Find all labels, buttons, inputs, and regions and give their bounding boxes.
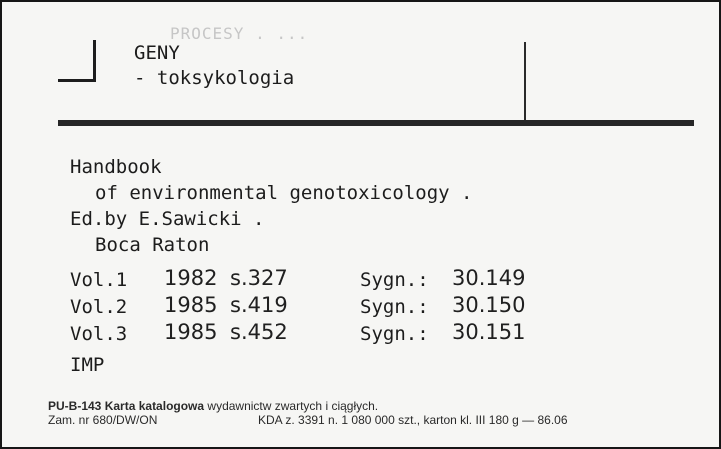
- footer-form-code: PU-B-143: [48, 399, 102, 413]
- volume-3-sygn: 30.151: [452, 320, 526, 344]
- title-line-1: Handbook: [70, 156, 162, 178]
- volume-2-year: 1985: [164, 293, 218, 317]
- note-imp: IMP: [70, 354, 105, 376]
- header-rule: [58, 120, 694, 126]
- corner-bracket-vertical: [93, 40, 96, 82]
- footer-print-info: KDA z. 3391 n. 1 080 000 szt., karton kl. III 180 g — 86.06: [258, 413, 568, 427]
- place-line: Boca Raton: [95, 234, 210, 256]
- subject-heading: GENY: [134, 42, 180, 64]
- volume-2-pages: s.419: [230, 293, 288, 317]
- volume-1-pages: s.327: [230, 266, 288, 290]
- volume-2-label: Vol.2: [70, 296, 128, 318]
- volume-2-sygn: 30.150: [452, 293, 526, 317]
- volume-1-year: 1982: [164, 266, 218, 290]
- volume-1-sygn-label: Sygn.:: [360, 269, 429, 291]
- volume-3-year: 1985: [164, 320, 218, 344]
- subject-subheading: - toksykologia: [134, 67, 295, 89]
- footer-line-1: [48, 399, 378, 413]
- footer-card-desc: wydawnictw zwartych i ciągłych.: [204, 399, 379, 413]
- volume-2-sygn-label: Sygn.:: [360, 296, 429, 318]
- header-column-divider: [524, 42, 526, 120]
- corner-bracket-horizontal: [58, 79, 96, 82]
- footer-line-2: [48, 413, 157, 427]
- faint-stamp-text: PROCESY . ...: [170, 24, 309, 43]
- footer-order-no: Zam. nr 680/DW/ON: [48, 413, 158, 427]
- volume-1-sygn: 30.149: [452, 266, 526, 290]
- volume-3-sygn-label: Sygn.:: [360, 323, 429, 345]
- volume-3-pages: s.452: [230, 320, 288, 344]
- editor-line: Ed.by E.Sawicki .: [70, 208, 265, 230]
- footer-card-type: Karta katalogowa: [104, 399, 205, 413]
- volume-1-label: Vol.1: [70, 269, 128, 291]
- title-line-2: of environmental genotoxicology .: [95, 182, 473, 204]
- volume-3-label: Vol.3: [70, 323, 128, 345]
